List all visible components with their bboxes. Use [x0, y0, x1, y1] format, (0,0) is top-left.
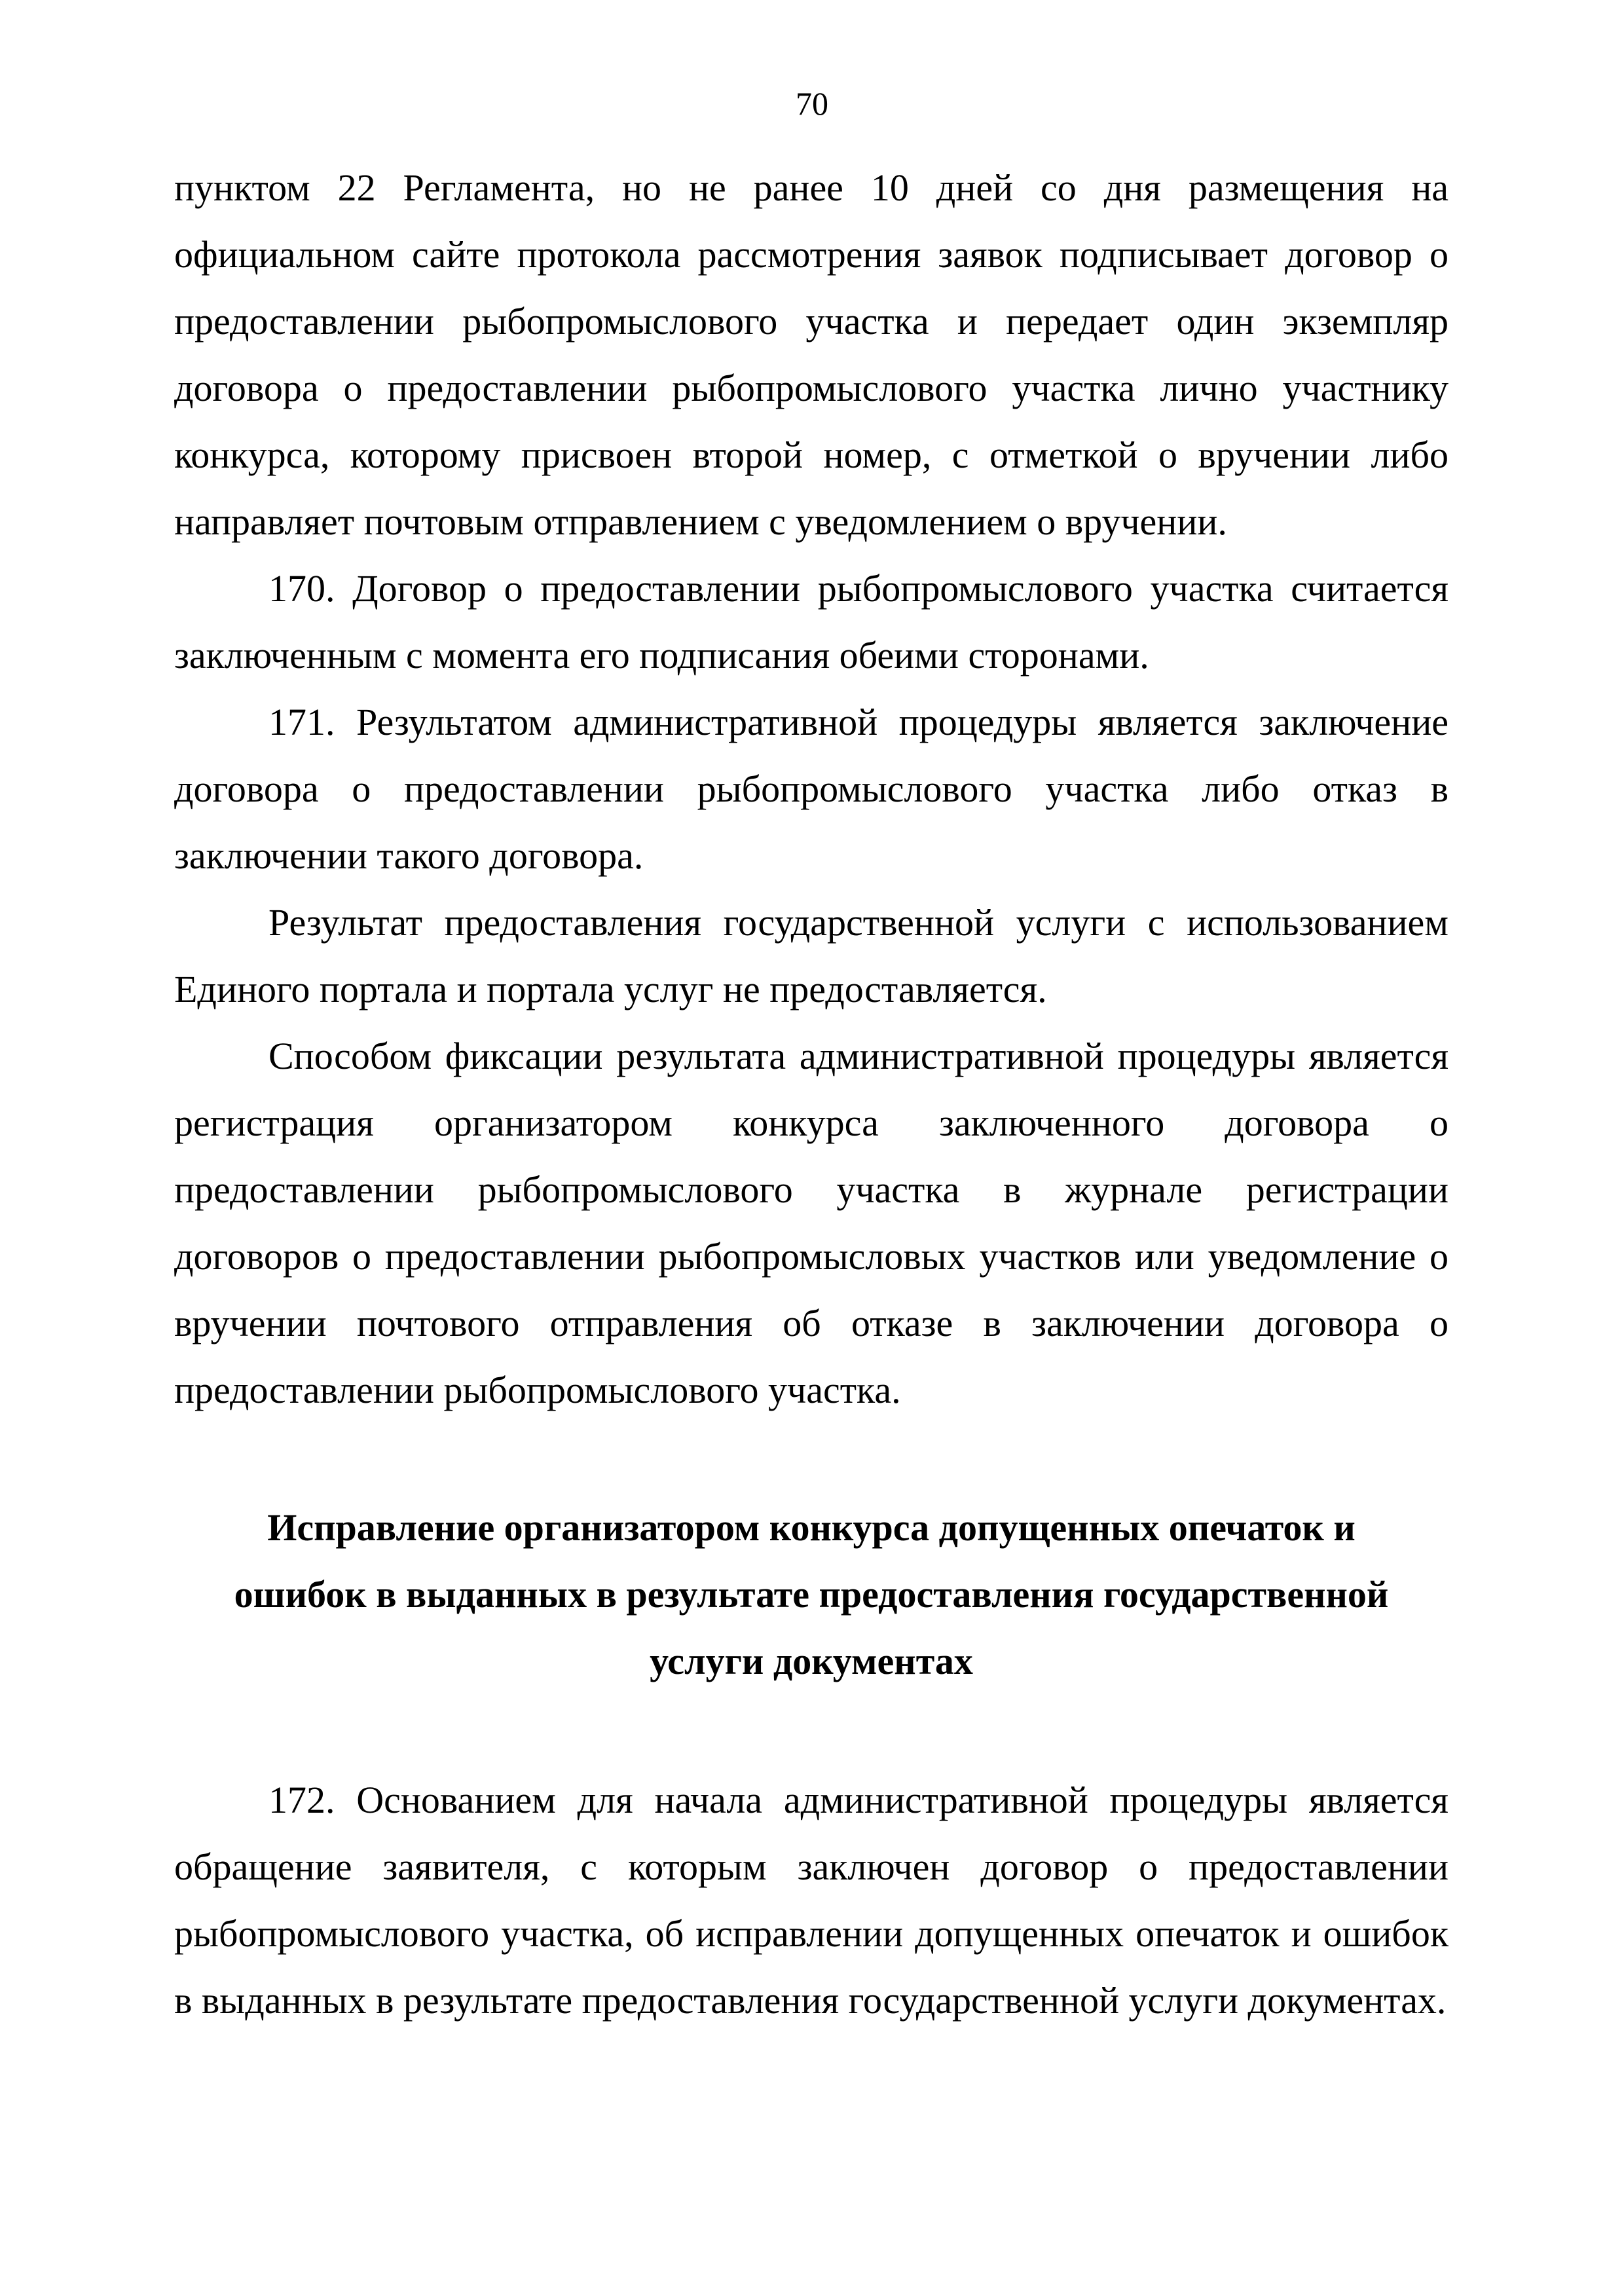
- paragraph-170: 170. Договор о предоставлении рыбопромыслового участка считается заключенным с момента его подписания обеими сторонами.: [174, 567, 1449, 676]
- document-body: [174, 155, 1449, 2034]
- section-heading: Исправление организатором конкурса допущенных опечаток и ошибок в выданных в результате предоставления государственной услуги документах: [234, 1506, 1389, 1682]
- paragraph-172: 172. Основанием для начала административной процедуры является обращение заявителя, с которым заключен договор о предоставлении рыбопромыслового участка, об исправлении допущенных опечаток и ошибок в выданных в результате предоставления государственной услуги документах.: [174, 1779, 1449, 2022]
- paragraph-fixation-method: Способом фиксации результата административной процедуры является регистрация организатором конкурса заключенного договора о предоставлении рыбопромыслового участка в журнале регистрации договоров о предоставлении рыбопромысловых участков или уведомление о вручении почтового отправления об отказе в заключении договора о предоставлении рыбопромыслового участка.: [174, 1035, 1449, 1411]
- paragraph-continuation: пунктом 22 Регламента, но не ранее 10 дней со дня размещения на официальном сайте протокола рассмотрения заявок подписывает договор о предоставлении рыбопромыслового участка и передает один экземпляр договора о предоставлении рыбопромыслового участка лично участнику конкурса, которому присвоен второй номер, с отметкой о вручении либо направляет почтовым отправлением с уведомлением о вручении.: [174, 166, 1449, 543]
- paragraph-result-portal: Результат предоставления государственной услуги с использованием Единого портала и портала услуг не предоставляется.: [174, 901, 1449, 1010]
- page-number: 70: [796, 85, 828, 122]
- paragraph-171: 171. Результатом административной процедуры является заключение договора о предоставлении рыбопромыслового участка либо отказ в заключении такого договора.: [174, 701, 1449, 877]
